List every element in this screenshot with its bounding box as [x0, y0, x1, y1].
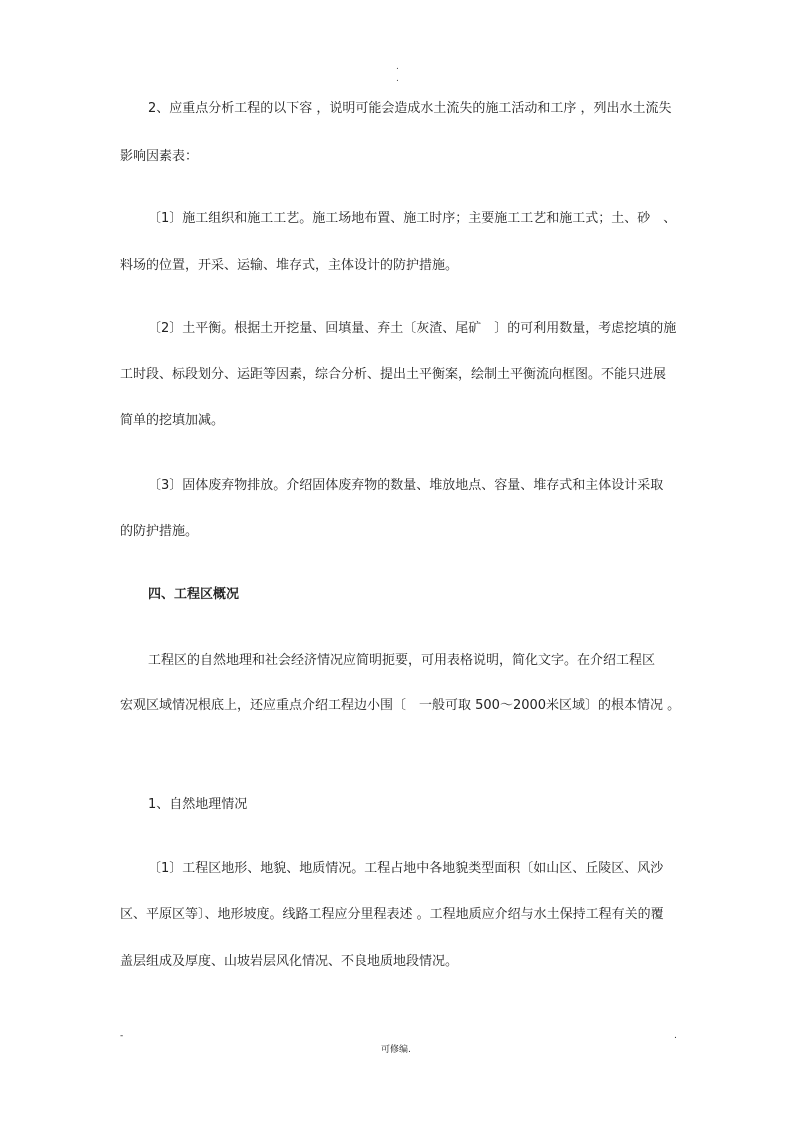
paragraph-3-line-3: 简单的挖填加减。	[120, 413, 225, 428]
footer-center-text: 可修编.	[381, 1045, 411, 1055]
paragraph-2-line-1: 〔1〕施工组织和施工工艺。施工场地布置、施工时序；主要施工工艺和施工式；土、砂 、	[148, 211, 677, 226]
paragraph-5-line-2: 宏观区域情况根底上，还应重点介绍工程边小围〔 一般可取 500～2000米区域〕的根本情况 。	[120, 698, 681, 713]
sub-heading: 1、自然地理情况	[148, 797, 248, 812]
paragraph-6-line-1: 〔1〕工程区地形、地貌、地质情况。工程占地中各地貌类型面积〔如山区、丘陵区、风沙	[148, 861, 664, 876]
paragraph-3-line-2: 工时段、标段划分、运距等因素，综合分析、提出土平衡案，绘制土平衡流向框图。不能只进展	[120, 367, 667, 382]
paragraph-1-line-2: 影响因素表：	[120, 149, 199, 164]
paragraph-6-line-2: 区、平原区等〕、地形坡度。线路工程应分里程表述 。工程地质应介绍与水土保持工程有关的覆	[120, 907, 664, 922]
paragraph-6-line-3: 盖层组成及厚度、山坡岩层风化情况、不良地质地段情况。	[120, 954, 459, 969]
paragraph-4-line-1: 〔3〕固体废弃物排放。介绍固体废弃物的数量、堆放地点、容量、堆存式和主体设计采取	[148, 478, 664, 493]
paragraph-4-line-2: 的防护措施。	[120, 524, 199, 539]
paragraph-2-line-2: 料场的位置，开采、运输、堆存式，主体设计的防护措施。	[120, 258, 459, 273]
footer-right-mark: .	[674, 1031, 677, 1041]
header-dot-top: .	[396, 62, 399, 72]
header-dot-bottom: .	[396, 74, 399, 84]
section-heading: 四、工程区概况	[148, 587, 240, 602]
paragraph-5-line-1: 工程区的自然地理和社会经济情况应简明扼要，可用表格说明，简化文字。在介绍工程区	[148, 653, 656, 668]
paragraph-1-line-1: 2、应重点分析工程的以下容 ，说明可能会造成水土流失的施工活动和工序 ，列出水土流失	[148, 101, 672, 116]
paragraph-3-line-1: 〔2〕土平衡。根据土开挖量、回填量、弃土〔灰渣、尾矿 〕的可利用数量，考虑挖填的施	[148, 321, 677, 336]
footer-left-mark: -	[120, 1031, 124, 1041]
